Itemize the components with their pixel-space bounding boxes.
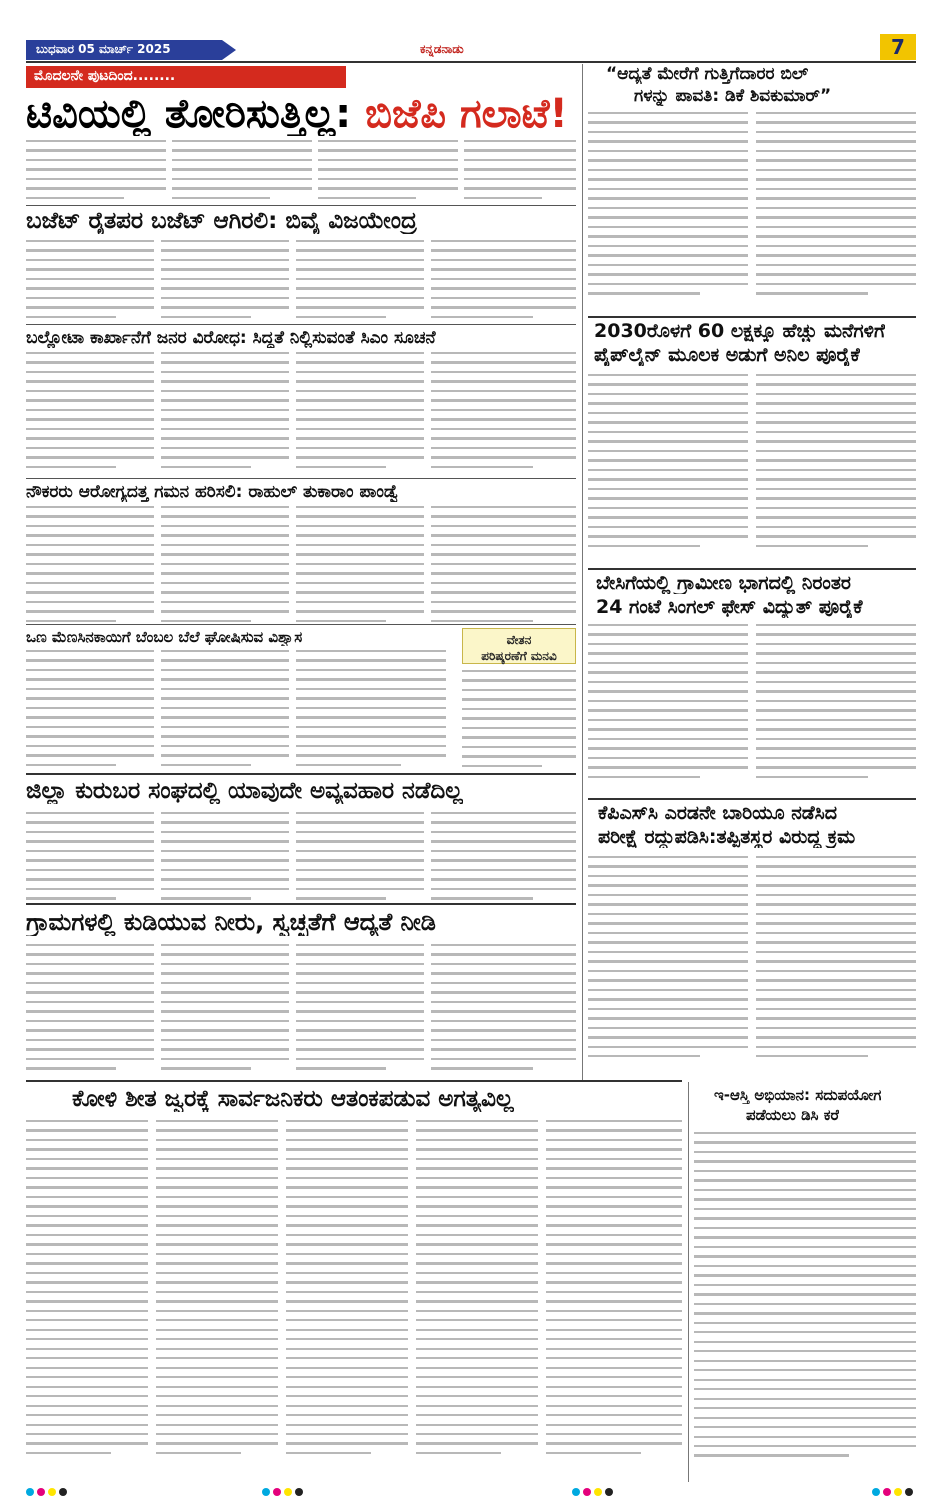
divider <box>588 568 916 570</box>
water-body-col-3 <box>296 944 424 1074</box>
balota-headline: ಬಲ್ಲೋಟಾ ಕಾರ್ಖಾನೆಗೆ ಜನರ ವಿರೋಧ: ಸಿದ್ದತೆ ನಿಲ್ಲಿಸುವಂತೆ ಸಿಎಂ ಸೂಚನೆ <box>26 328 436 348</box>
eapp-headline-line1: ಇ-ಆಸ್ತಿ ಅಭಿಯಾನ: ಸದುಪಯೋಗ <box>714 1086 882 1104</box>
power-body-col-1 <box>588 624 748 794</box>
page-number: 7 <box>880 34 916 60</box>
koli-headline: ಕೋಳಿ ಶೀತ ಜ್ವರಕ್ಕೆ ಸಾರ್ವಜನಿಕರು ಆತಂಕಪಡುವ ಅಗತ್ಯವಿಲ್ಲ <box>72 1086 514 1112</box>
kpsc-headline-line2: ಪರೀಕ್ಷೆ ರದ್ದುಪಡಿಸಿ:ತಪ್ಪಿತಸ್ಥರ ವಿರುದ್ಧ ಕ್ರಮ <box>598 826 856 848</box>
budget-body-col-1 <box>26 240 154 320</box>
registration-dots <box>262 1488 303 1498</box>
water-body-col-1 <box>26 944 154 1074</box>
power-body-col-2 <box>756 624 916 794</box>
divider <box>26 903 576 905</box>
dk-body-col-1 <box>588 112 748 312</box>
divider <box>26 205 576 206</box>
budget-headline: ಬಜೆಟ್ ರೈತಪರ ಬಜೆಟ್ ಆಗಿರಲಿ: ಬಿವೈ ವಿಜಯೇಂದ್ರ <box>26 208 417 234</box>
divider <box>26 478 576 479</box>
dk-headline-line1: “ಆದ್ಯತೆ ಮೇರೆಗೆ ಗುತ್ತಿಗೆದಾರರ ಬಿಲ್ <box>606 64 809 84</box>
divider <box>26 1080 682 1082</box>
power-headline-line2: 24 ಗಂಟೆ ಸಿಂಗಲ್ ಫೇಸ್ ವಿದ್ಯುತ್ ಪೂರೈಕೆ <box>596 596 863 618</box>
kpsc-headline-line1: ಕೆಪಿಎಸ್‌ಸಿ ಎರಡನೇ ಬಾರಿಯೂ ನಡೆಸಿದ <box>598 802 837 824</box>
column-divider <box>582 64 583 1080</box>
date-band: ಬುಧವಾರ 05 ಮಾರ್ಚ್ 2025 <box>26 40 222 60</box>
kuruba-headline: ಜಿಲ್ಲಾ ಕುರುಬರ ಸಂಘದಲ್ಲಿ ಯಾವುದೇ ಅವ್ಯವಹಾರ ನಡೆದಿಲ್ಲ <box>26 778 463 804</box>
divider <box>588 798 916 800</box>
dk-headline-line2: ಗಳನ್ನು ಪಾವತಿ: ಡಿಕೆ ಶಿವಕುಮಾರ್” <box>634 86 832 106</box>
divider <box>588 316 916 318</box>
lead-body-col-4 <box>464 140 576 202</box>
eapp-headline-line2: ಪಡೆಯಲು ಡಿಸಿ ಕರೆ <box>746 1106 839 1124</box>
naukar-body-col-2 <box>161 506 289 622</box>
registration-dots-right <box>872 1488 913 1498</box>
koli-body-col-1 <box>26 1120 148 1480</box>
water-body-col-2 <box>161 944 289 1074</box>
pipeline-headline-line2: ಪೈಪ್‌ಲೈನ್ ಮೂಲಕ ಅಡುಗೆ ಅನಿಲ ಪೂರೈಕೆ <box>594 344 860 366</box>
registration-dots-left <box>26 1488 67 1498</box>
eapp-body <box>694 1132 916 1480</box>
lead-headline-red: ಬಿಜೆಪಿ ಗಲಾಟೆ! <box>365 92 568 136</box>
divider <box>26 624 576 625</box>
koli-body-col-2 <box>156 1120 278 1480</box>
budget-body-col-2 <box>161 240 289 320</box>
section-kicker: ಮೊದಲನೇ ಪುಟದಿಂದ........ <box>26 66 346 88</box>
naukar-body-col-1 <box>26 506 154 622</box>
water-headline: ಗ್ರಾಮಗಳಲ್ಲಿ ಕುಡಿಯುವ ನೀರು, ಸ್ವಚ್ಛತೆಗೆ ಆದ್ಯತೆ ನೀಡಿ <box>26 908 436 936</box>
lead-body-col-2 <box>172 140 312 202</box>
koli-body-col-3 <box>286 1120 408 1480</box>
budget-body-col-3 <box>296 240 424 320</box>
pipeline-body-col-2 <box>756 374 916 564</box>
kpsc-body-col-1 <box>588 856 748 1072</box>
kuruba-body-col-2 <box>161 812 289 900</box>
kuruba-body-col-4 <box>431 812 576 900</box>
budget-body-col-4 <box>431 240 576 320</box>
pipeline-headline-line1: 2030ರೊಳಗೆ 60 ಲಕ್ಷಕ್ಕೂ ಹೆಚ್ಚು ಮನೆಗಳಿಗೆ <box>594 320 886 342</box>
salary-box-line2: ಪರಿಷ್ಕರಣೆಗೆ ಮನವಿ <box>481 649 557 663</box>
divider <box>26 324 576 325</box>
kuruba-body-col-3 <box>296 812 424 900</box>
chilli-body-col-1 <box>26 650 154 770</box>
salary-box-line1: ವೇತನ <box>506 633 532 647</box>
registration-dots <box>572 1488 613 1498</box>
lead-headline <box>26 92 568 136</box>
column-divider <box>688 1082 689 1482</box>
balota-body-col-3 <box>296 352 424 474</box>
koli-body-col-4 <box>416 1120 538 1480</box>
naukar-body-col-4 <box>431 506 576 622</box>
kuruba-body-col-1 <box>26 812 154 900</box>
lead-headline-black: ಟಿವಿಯಲ್ಲಿ ತೋರಿಸುತ್ತಿಲ್ಲ: <box>26 92 352 136</box>
pipeline-body-col-1 <box>588 374 748 564</box>
salary-body <box>462 670 576 770</box>
koli-body-col-5 <box>546 1120 682 1480</box>
masthead-rule <box>26 61 916 63</box>
balota-body-col-2 <box>161 352 289 474</box>
naukar-headline: ನೌಕರರು ಆರೋಗ್ಯದತ್ತ ಗಮನ ಹರಿಸಲಿ: ರಾಹುಲ್ ತುಕಾರಾಂ ಪಾಂಡ್ವೆ <box>26 482 399 502</box>
lead-body-col-3 <box>318 140 458 202</box>
masthead <box>0 0 945 60</box>
balota-body-col-1 <box>26 352 154 474</box>
lead-body-col-1 <box>26 140 166 202</box>
date-band-arrow <box>222 40 236 60</box>
chilli-body-col-2 <box>161 650 289 770</box>
salary-box <box>462 628 576 664</box>
chilli-headline: ಒಣ ಮೆಣಸಿನಕಾಯಿಗೆ ಬೆಂಬಲ ಬೆಲೆ ಘೋಷಿಸುವ ವಿಶ್ವಾಸ <box>26 628 303 646</box>
kpsc-body-col-2 <box>756 856 916 1072</box>
balota-body-col-4 <box>431 352 576 474</box>
dk-body-col-2 <box>756 112 916 312</box>
chilli-body-col-3 <box>296 650 446 770</box>
paper-name: ಕನ್ನಡನಾಡು <box>420 42 464 56</box>
naukar-body-col-3 <box>296 506 424 622</box>
power-headline-line1: ಬೇಸಿಗೆಯಲ್ಲಿ ಗ್ರಾಮೀಣ ಭಾಗದಲ್ಲಿ ನಿರಂತರ <box>596 572 851 594</box>
water-body-col-4 <box>431 944 576 1074</box>
divider <box>26 773 576 775</box>
